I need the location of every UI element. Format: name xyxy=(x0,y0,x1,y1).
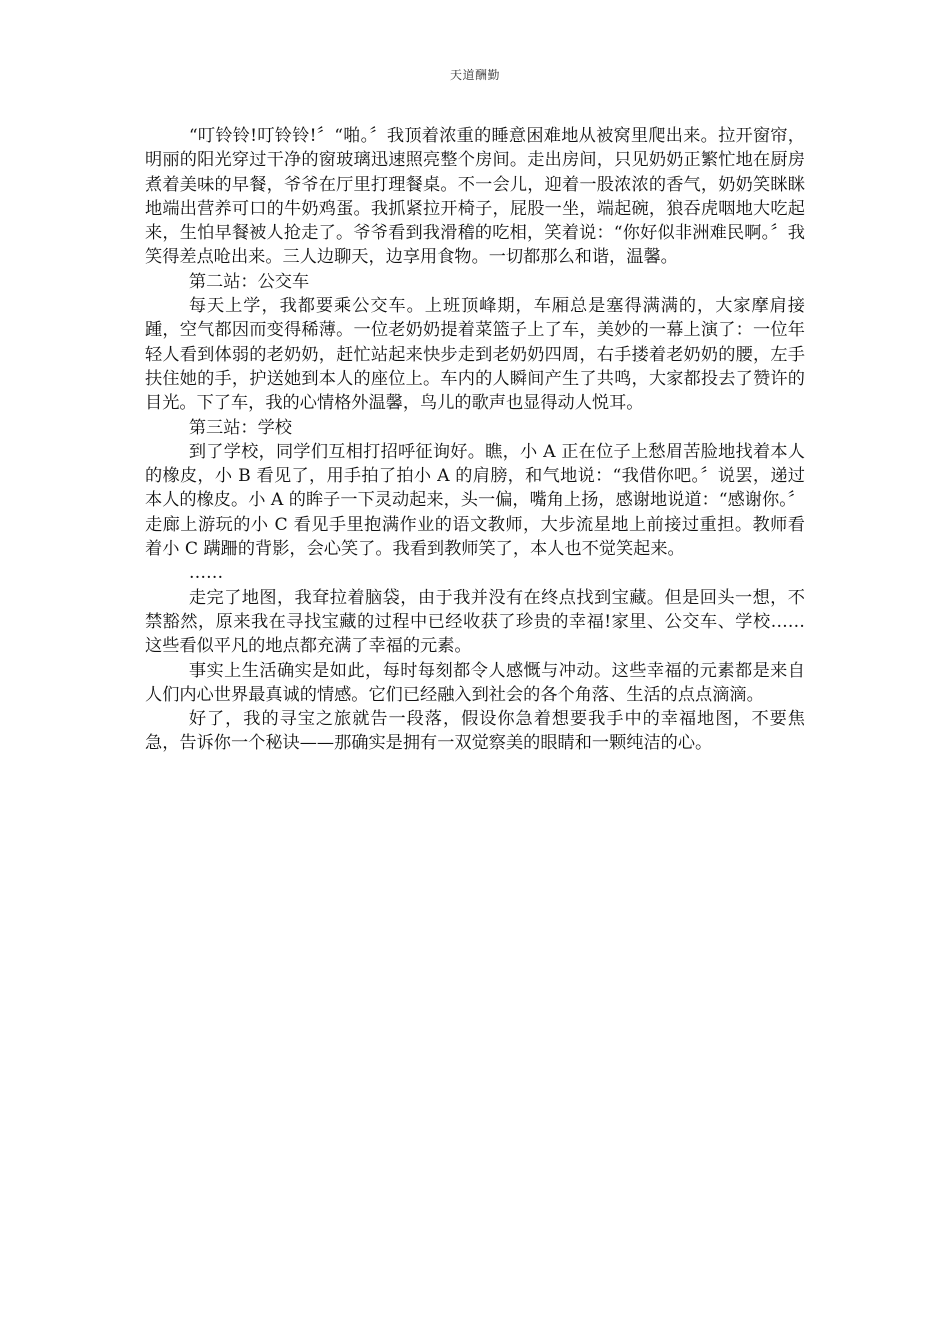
paragraph-map-finished: 走完了地图，我耷拉着脑袋，由于我并没有在终点找到宝藏。但是回头一想，不禁豁然，原来我在寻找宝藏的过程中已经收获了珍贵的幸福!家里、公交车、学校……这些看似平凡的地点都充满了幸福的元素。 xyxy=(145,587,805,657)
paragraph-conclusion: 好了，我的寻宝之旅就告一段落，假设你急着想要我手中的幸福地图，不要焦急，告诉你一个秘诀——那确实是拥有一双觉察美的眼睛和一颗纯洁的心。 xyxy=(145,709,805,754)
paragraph-bus: 每天上学，我都要乘公交车。上班顶峰期，车厢总是塞得满满的，大家摩肩接踵，空气都因而变得稀薄。一位老奶奶提着菜篮子上了车，美妙的一幕上演了：一位年轻人看到体弱的老奶奶，赶忙站起来快步走到老奶奶四周，右手搂着老奶奶的腰，左手扶住她的手，护送她到本人的座位上。车内的人瞬间产生了共鸣，大家都投去了赞许的目光。下了车，我的心情格外温馨，鸟儿的歌声也显得动人悦耳。 xyxy=(145,296,805,414)
article-body xyxy=(145,124,805,756)
paragraph-morning-home: “叮铃铃!叮铃铃!〞“啪。〞我顶着浓重的睡意困难地从被窝里爬出来。拉开窗帘，明丽的阳光穿过干净的窗玻璃迅速照亮整个房间。走出房间，只见奶奶正繁忙地在厨房煮着美味的早餐，爷爷在厅里打理餐桌。不一会儿，迎着一股浓浓的香气，奶奶笑眯眯地端出营养可口的牛奶鸡蛋。我抓紧拉开椅子，屁股一坐，端起碗，狼吞虎咽地大吃起来，生怕早餐被人抢走了。爷爷看到我滑稽的吃相，笑着说：“你好似非洲难民啊。〞我笑得差点呛出来。三人边聊天，边享用食物。一切都那么和谐，温馨。 xyxy=(145,126,805,268)
section-heading-bus: 第二站：公交车 xyxy=(188,271,310,292)
section-heading-school: 第三站：学校 xyxy=(188,417,292,438)
paragraph-school: 到了学校，同学们互相打招呼征询好。瞧，小 A 正在位子上愁眉苦脸地找着本人的橡皮，小 B 看见了，用手拍了拍小 A 的肩膀，和气地说：“我借你吧。〞说罢，递过本人的橡皮。小 A 的眸子一下灵动起来，头一偏，嘴角上扬，感谢地说道：“感谢你。〞走廊上游玩的小 C 看见手里抱满作业的语文教师，大步流星地上前接过重担。教师看着小 C 蹒跚的背影，会心笑了。我看到教师笑了，本人也不觉笑起来。 xyxy=(145,441,805,560)
page-header: 天道酬勤 xyxy=(449,68,500,82)
paragraph-life-reflection: 事实上生活确实是如此，每时每刻都令人感慨与冲动。这些幸福的元素都是来自人们内心世界最真诚的情感。它们已经融入到社会的各个角落、生活的点点滴滴。 xyxy=(145,660,805,705)
ellipsis-line: …… xyxy=(188,563,224,584)
